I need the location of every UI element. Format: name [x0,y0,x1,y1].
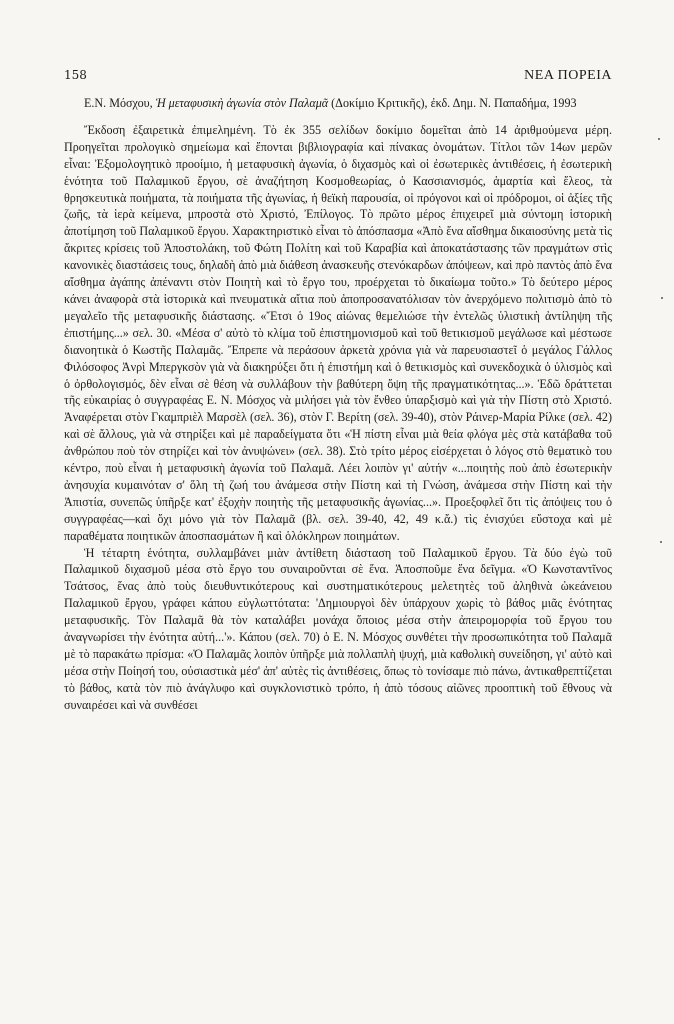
margin-speck [660,541,662,543]
book-citation [64,95,612,112]
page-header [64,68,612,84]
article-body [64,95,612,714]
margin-speck [661,297,663,299]
review-paragraph-2: Ἡ τέταρτη ἑνότητα, συλλαμβάνει μιὰν ἀντίθετη διάσταση τοῦ Παλαμικοῦ ἔργου. Τὰ δύο ἐγὼ τοῦ Παλαμικοῦ διχασμοῦ μέσα στὸ ἔργο του συναιροῦνται σὲ ἕνα. Ἀποσποῦμε ἕνα δεῖγμα. «Ὁ Κωνσταντῖνος Τσάτσος, ἕνας ἀπὸ τοὺς διευθυντικότερους καὶ συστηματικότερους μελετητὲς τοῦ ἀληθινὰ ὠκεάνειου Παλαμικοῦ ἔργου, γράφει κάπου εὐγλωττότατα: 'Δημιουργοὶ δὲν ὑπάρχουν χωρὶς τὸ βάθος μιᾶς ἑνότητας μεταφυσικῆς. Τὸν Παλαμᾶ θὰ τὸν καταλάβει μονάχα ὅποιος μέσα στὴν ἀπειρομορφία τοῦ ἔργου του ἀναγνωρίσει τὴν ἑνότητα αὐτή...'». Κάπου (σελ. 70) ὁ Ε. Ν. Μόσχος συνθέτει τὴν προσωπικότητα τοῦ Παλαμᾶ μὲ τὸ παρακάτω πρίσμα: «Ὁ Παλαμᾶς λοιπὸν ὑπῆρξε μιὰ πολλαπλὴ ψυχή, μιὰ καθολικὴ συνείδηση, γι' αὐτὸ καὶ μέσα στὴν Ποίησή του, οὐσιαστικὰ μέσ' ἀπ' αὐτὲς τὶς ἀντιθέσεις, ὅπως τὸ τονίσαμε πιὸ πάνω, ἀντικαθρεπτίζεται τὸ βάθος, κατὰ τὸν πιὸ ἀνάγλυφο καὶ συγκλονιστικὸ τρόπο, ἡ ἀπὸ τόσους αἰῶνες προοπτικὴ τοῦ ἔθνους νὰ συναιρέσει καὶ νὰ συνθέσει [64,545,612,712]
book-details: (Δοκίμιο Κριτικῆς), ἐκδ. Δημ. Ν. Παπαδήμα, 1993 [331,96,577,110]
book-author: Ε.Ν. Μόσχου, [84,96,153,110]
page-number: 158 [64,68,87,82]
review-paragraph-1: Ἔκδοση ἐξαιρετικὰ ἐπιμελημένη. Τὸ ἐκ 355 σελίδων δοκίμιο δομεῖται ἀπὸ 14 ἀριθμούμενα μέρη. Προηγεῖται προλογικὸ σημείωμα καὶ ἕπονται βιβλιογραφία καὶ πίνακας ὀνομάτων. Τίτλοι τῶν 14ων μερῶν εἶναι: Ἐξομολογητικὸ προοίμιο, ἡ μεταφυσικὴ ἀγωνία, ὁ διχασμὸς καὶ οἱ ἐσωτερικὲς ἀντιθέσεις, ἡ ἐσωτερικὴ ἑνότητα τοῦ Παλαμικοῦ ἔργου, σὲ ἀναζήτηση Κοσμοθεωρίας, ὁ Κασσιανισμός, ἁμαρτία καὶ ἔλεος, τὰ θρησκευτικὰ ποιήματα, τὰ ποιήματα τῆς ἀγωνίας, ἡ θεϊκὴ παρουσία, οἱ πρόγονοι καὶ οἱ πρόδρομοι, οἱ ἀξίες τῆς ζωῆς, τὰ ἱερὰ κείμενα, μπροστὰ στὸ Χριστό, Ἐπίλογος. Τὸ πρῶτο μέρος ἐπιχειρεῖ μιὰ σύντομη ἱστορικὴ ἀποτίμηση τοῦ Παλαμικοῦ ἔργου. Χαρακτηριστικὸ εἶναι τὸ ἀπόσπασμα «Ἀπὸ ἕνα αἴσθημα δικαιοσύνης μετὰ τὶς ἄκριτες κρίσεις τοῦ Ἀποστολάκη, τοῦ Φώτη Πολίτη καὶ τοῦ Καραβία καὶ ἀποκατάστασης τῶν πραγμάτων στὶς κανονικὲς διαστάσεις τους, δηλαδὴ ἀπὸ μιὰ διάθεση ἀνασκευῆς στενόκαρδων ἀπόψεων, καὶ πρὸ παντὸς ἀπὸ ἕνα αἴσθημα ἀγάπης ἀπέναντι στὸν Ποιητὴ καὶ τὸ ἔργο του, προέρχεται τὸ δικαίωμα τοῦτο.» Τὸ δεύτερο μέρος κάνει ἀναφορὰ στὰ ἱστορικὰ καὶ πνευματικὰ αἴτια ποὺ ἀποπροσανατόλισαν τὸν ἀνερχόμενο πολιτισμὸ ἀπὸ τὸ μεγαλεῖο τῆς μεταφυσικῆς διάστασης. «Ἔτσι ὁ 19ος αἰώνας θεμελιώσε τὴν ἐντελῶς ὑλιστικὴ ἀντίληψη τῆς ἐπιστήμης...» σελ. 30. «Μέσα σ' αὐτὸ τὸ κλίμα τοῦ ἐπιστημονισμοῦ καὶ τοῦ θετικισμοῦ μεγάλωσε καὶ μέστωσε διανοητικὰ ὁ Κωστῆς Παλαμᾶς. Ἔπρεπε νὰ περάσουν ἀρκετὰ χρόνια γιὰ νὰ παρευσιαστεῖ ὁ μεγάλος Γάλλος Φιλόσοφος Ἀνρὶ Μπεργκσὸν γιὰ νὰ διακηρύξει ὅτι ἡ ἐπιστήμη καὶ ὁ θετικισμὸς καὶ συνεκδοχικὰ ὁ ὑλισμὸς καὶ ὁ ὀρθολογισμός, δὲν εἶναι σὲ θέση νὰ συλλάβουν τὴν βαθύτερη ὄψη τῆς πραγματικότητας...». Ἐδῶ δράττεται τῆς εὐκαιρίας ὁ συγγραφέας Ε. Ν. Μόσχος νὰ μιλήσει γιὰ τὸν ἔνθεο ὑπαρξισμὸ καὶ γιὰ τὴν Πίστη στὸ Χριστό. Ἀναφέρεται στὸν Γκαμπριὲλ Μαρσὲλ (σελ. 36), στὸν Γ. Βερίτη (σελ. 39-40), στὸν Ράινερ-Μαρία Ρίλκε (σελ. 42) καὶ σὲ ἄλλους, γιὰ νὰ στηρίξει καὶ μὲ παραδείγματα ὅτι «Ἡ πίστη εἶναι μιὰ θεία φλόγα μὲς στὰ κατάβαθα τοῦ ἀνθρώπου ποὺ τὸν στηρίζει καὶ τὸν ἀνυψώνει» (σελ. 38). Στὸ τρίτο μέρος εἰσέρχεται ὁ λόγος στὸ θεματικὸ του κέντρο, ποὺ εἶναι ἡ μεταφυσικὴ ἀγωνία τοῦ Παλαμᾶ. Λέει λοιπὸν γι' αὐτήν «...ποιητὴς ποὺ ἀπὸ ἐσωτερικὴν ἀνησυχία κυμαινόταν σ' ὅλη τὴ ζωή του ἀνάμεσα στὴν Πίστη καὶ τὴ Γνώση, ἀνάμεσα στὴν Πίστη καὶ τὴν Ἀπιστία, συνεπῶς ὑπῆρξε κατ' ἐξοχὴν ποιητὴς τῆς μεταφυσικῆς ἀγωνίας...». Προεξοφλεῖ ὅτι τὶς ἀπόψεις του ὁ συγγραφέας—καὶ ὄχι μόνο γιὰ τὸν Παλαμᾶ (βλ. σελ. 39-40, 42, 49 κ.ἄ.) τὶς ἐνισχύει εὔστοχα καὶ μὲ παραθέματα ποιητικῶν ἀποσπασμάτων ἢ καὶ ὁλόκληρων ποιημάτων. [64,122,612,543]
margin-speck [658,138,660,140]
journal-title: ΝΕΑ ΠΟΡΕΙΑ [524,68,612,83]
book-title: Ἡ μεταφυσικὴ ἀγωνία στὸν Παλαμᾶ [155,96,329,110]
